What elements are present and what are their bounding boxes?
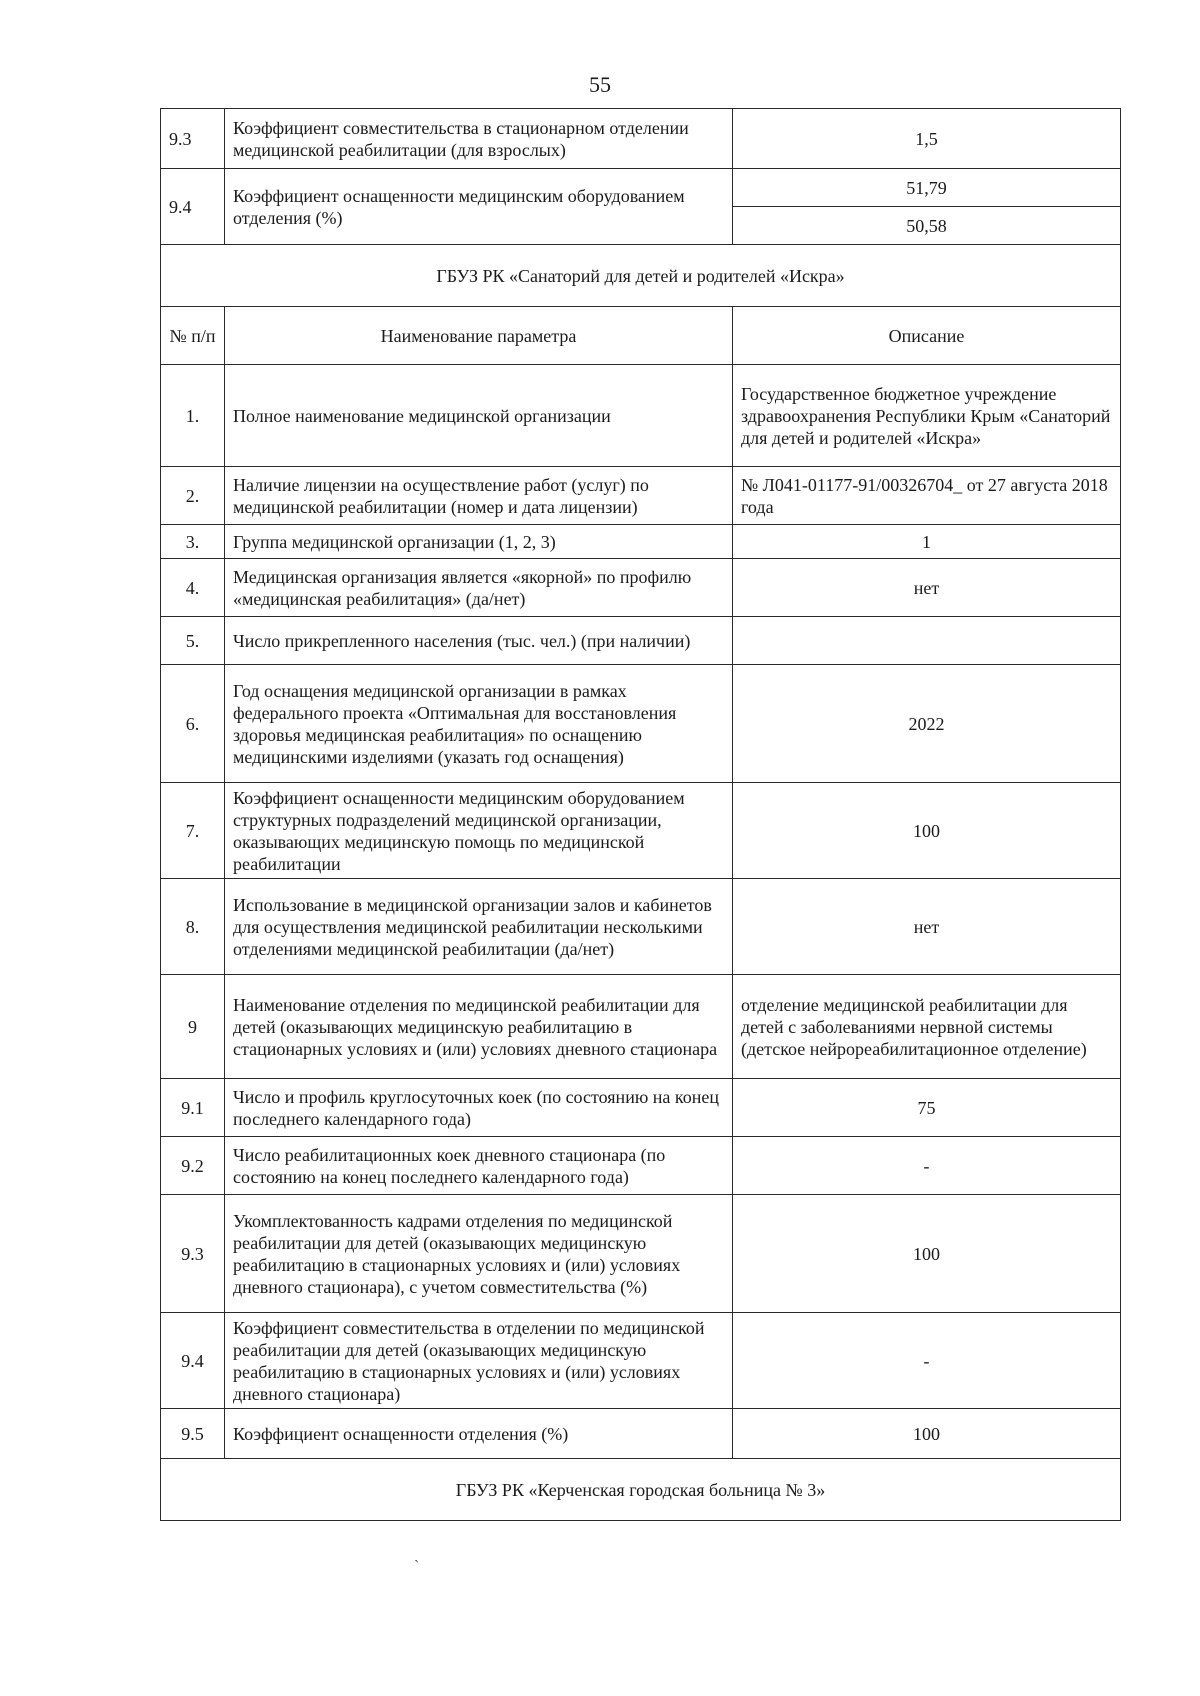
table-row [161, 1313, 1121, 1409]
param-name: Коэффициент оснащенности отделения (%) [225, 1409, 733, 1459]
param-name: Год оснащения медицинской организации в рамках федерального проекта «Оптимальная для восстановления здоровья медицинская реабилитация» по оснащению медицинскими изделиями (указать год оснащения) [225, 665, 733, 783]
param-desc: 100 [733, 1409, 1121, 1459]
param-desc: отделение медицинской реабилитации для детей с заболеваниями нервной системы (детское нейрореабилитационное отделение) [733, 975, 1121, 1079]
row-number: 5. [161, 617, 225, 665]
table-row [161, 1137, 1121, 1195]
param-name: Наличие лицензии на осуществление работ (услуг) по медицинской реабилитации (номер и дата лицензии) [225, 467, 733, 525]
row-number: 9.4 [161, 169, 225, 245]
header-num: № п/п [161, 307, 225, 365]
header-desc: Описание [733, 307, 1121, 365]
param-desc: нет [733, 559, 1121, 617]
org-title: ГБУЗ РК «Керченская городская больница № 3» [161, 1459, 1121, 1521]
table-row [161, 1079, 1121, 1137]
table-row [161, 975, 1121, 1079]
row-number: 7. [161, 783, 225, 879]
param-name: Медицинская организация является «якорной» по профилю «медицинская реабилитация» (да/нет) [225, 559, 733, 617]
table-row [161, 169, 1121, 207]
param-name: Коэффициент совместительства в отделении по медицинской реабилитации для детей (оказывающих медицинскую реабилитацию в стационарных условиях и (или) условиях дневного стационара) [225, 1313, 733, 1409]
row-number: 6. [161, 665, 225, 783]
row-number: 4. [161, 559, 225, 617]
param-desc: 75 [733, 1079, 1121, 1137]
param-desc: № Л041-01177-91/00326704_ от 27 августа 2018 года [733, 467, 1121, 525]
table-row [161, 617, 1121, 665]
row-number: 9.4 [161, 1313, 225, 1409]
param-desc: 2022 [733, 665, 1121, 783]
param-name: Число и профиль круглосуточных коек (по состоянию на конец последнего календарного года) [225, 1079, 733, 1137]
param-name: Полное наименование медицинской организации [225, 365, 733, 467]
page-number: 55 [589, 72, 611, 97]
param-desc: Государственное бюджетное учреждение здравоохранения Республики Крым «Санаторий для детей и родителей «Искра» [733, 365, 1121, 467]
param-name: Число реабилитационных коек дневного стационара (по состоянию на конец последнего календарного года) [225, 1137, 733, 1195]
param-desc: 100 [733, 1195, 1121, 1313]
param-name: Использование в медицинской организации залов и кабинетов для осуществления медицинской реабилитации несколькими отделениями медицинской реабилитации (да/нет) [225, 879, 733, 975]
org-heading-row [161, 245, 1121, 307]
table-row [161, 783, 1121, 879]
param-desc: - [733, 1313, 1121, 1409]
table-row [161, 467, 1121, 525]
param-name: Коэффициент оснащенности медицинским оборудованием отделения (%) [225, 169, 733, 245]
org-title: ГБУЗ РК «Санаторий для детей и родителей «Искра» [161, 245, 1121, 307]
row-number: 1. [161, 365, 225, 467]
row-number: 2. [161, 467, 225, 525]
row-number: 9.3 [161, 109, 225, 169]
param-desc: 100 [733, 783, 1121, 879]
param-value: 1,5 [733, 109, 1121, 169]
table-row [161, 109, 1121, 169]
param-name: Наименование отделения по медицинской реабилитации для детей (оказывающих медицинскую реабилитацию в стационарных условиях и (или) условиях дневного стационара [225, 975, 733, 1079]
table-row [161, 1195, 1121, 1313]
header-row [161, 307, 1121, 365]
param-name: Коэффициент совместительства в стационарном отделении медицинской реабилитации (для взрослых) [225, 109, 733, 169]
row-number: 9.5 [161, 1409, 225, 1459]
param-name: Коэффициент оснащенности медицинским оборудованием структурных подразделений медицинской организации, оказывающих медицинскую помощь по медицинской реабилитации [225, 783, 733, 879]
row-number: 3. [161, 525, 225, 559]
row-number: 9.3 [161, 1195, 225, 1313]
table-row [161, 365, 1121, 467]
table-row [161, 879, 1121, 975]
table-row [161, 559, 1121, 617]
param-value: 51,79 [733, 169, 1121, 207]
param-name: Укомплектованность кадрами отделения по медицинской реабилитации для детей (оказывающих медицинскую реабилитацию в стационарных условиях и (или) условиях дневного стационара), с учетом совместительства (%) [225, 1195, 733, 1313]
row-number: 9.1 [161, 1079, 225, 1137]
param-value: 50,58 [733, 207, 1121, 245]
param-desc: 1 [733, 525, 1121, 559]
org-heading-row [161, 1459, 1121, 1521]
param-desc: - [733, 1137, 1121, 1195]
table-row [161, 525, 1121, 559]
param-name: Число прикрепленного населения (тыс. чел.) (при наличии) [225, 617, 733, 665]
scan-artifact-dot: ` [414, 1558, 420, 1575]
table-row [161, 665, 1121, 783]
param-desc: нет [733, 879, 1121, 975]
param-desc [733, 617, 1121, 665]
parameters-table [160, 108, 1121, 1521]
row-number: 9 [161, 975, 225, 1079]
row-number: 8. [161, 879, 225, 975]
table-row [161, 1409, 1121, 1459]
header-name: Наименование параметра [225, 307, 733, 365]
row-number: 9.2 [161, 1137, 225, 1195]
param-name: Группа медицинской организации (1, 2, 3) [225, 525, 733, 559]
